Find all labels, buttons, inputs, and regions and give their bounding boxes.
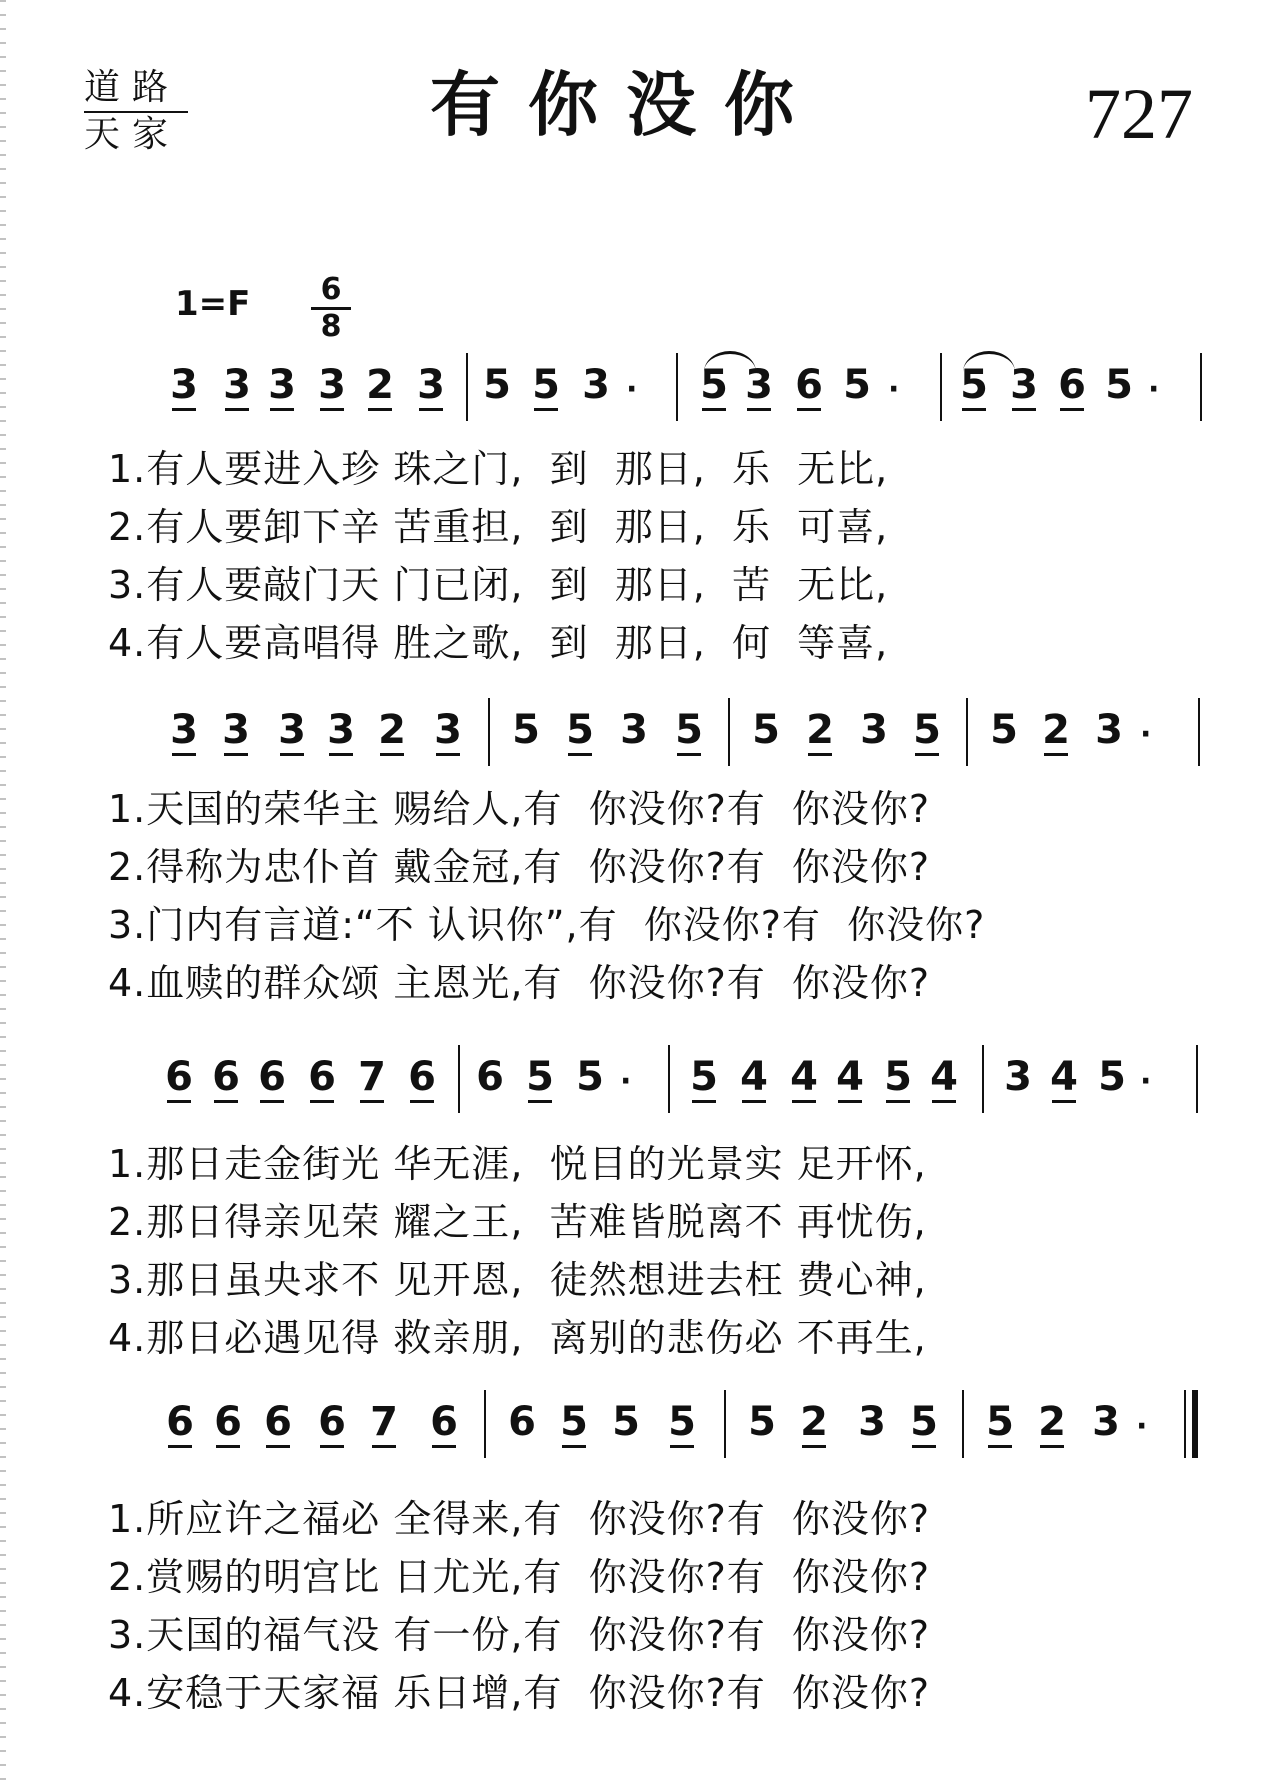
duration-dot: · bbox=[1140, 717, 1152, 752]
note: 2 bbox=[378, 707, 406, 753]
lyric-verse-2: 2.那日得亲见荣 耀之王, 苦难皆脱离不 再忧伤, bbox=[108, 1200, 927, 1244]
note: 5 bbox=[748, 1399, 776, 1445]
duration-dot: · bbox=[1148, 372, 1160, 407]
note: 3 bbox=[582, 362, 610, 408]
note: 2 bbox=[1042, 707, 1070, 753]
barline bbox=[940, 353, 942, 421]
note: 3 bbox=[1004, 1054, 1032, 1100]
barline bbox=[966, 698, 968, 766]
lyric-verse-1: 1.那日走金街光 华无涯, 悦目的光景实 足开怀, bbox=[108, 1142, 927, 1186]
final-barline-thick bbox=[1192, 1390, 1198, 1458]
lyric-verse-2: 2.得称为忠仆首 戴金冠,有 你没你?有 你没你? bbox=[108, 845, 931, 889]
barline bbox=[668, 1045, 670, 1113]
note: 5 bbox=[986, 1399, 1014, 1445]
note: 4 bbox=[790, 1054, 818, 1100]
barline bbox=[676, 353, 678, 421]
note: 6 bbox=[258, 1054, 286, 1100]
hymn-title: 有你没你 bbox=[430, 64, 822, 146]
note: 3 bbox=[434, 707, 462, 753]
lyric-verse-3: 3.那日虽央求不 见开恩, 徒然想进去枉 费心神, bbox=[108, 1258, 927, 1302]
duration-dot: · bbox=[1140, 1064, 1152, 1099]
note: 5 bbox=[576, 1054, 604, 1100]
note: 2 bbox=[1038, 1399, 1066, 1445]
barline bbox=[1200, 353, 1202, 421]
note: 6 bbox=[430, 1399, 458, 1445]
scan-edge-dots bbox=[0, 0, 6, 1791]
note: 5 bbox=[843, 362, 871, 408]
note: 5 bbox=[990, 707, 1018, 753]
time-signature-numerator: 6 bbox=[311, 275, 351, 310]
note: 5 bbox=[1105, 362, 1133, 408]
lyric-verse-4: 4.安稳于天家福 乐日增,有 你没你?有 你没你? bbox=[108, 1671, 931, 1715]
note: 4 bbox=[1050, 1054, 1078, 1100]
key-signature: 1=F bbox=[175, 284, 251, 324]
lyric-verse-1: 1.有人要进入珍 珠之门, 到 那日, 乐 无比, bbox=[108, 447, 889, 491]
note: 5 bbox=[884, 1054, 912, 1100]
note: 5 bbox=[612, 1399, 640, 1445]
barline bbox=[962, 1390, 964, 1458]
duration-dot: · bbox=[626, 372, 638, 407]
note: 5 bbox=[532, 362, 560, 408]
lyric-verse-2: 2.有人要卸下辛 苦重担, 到 那日, 乐 可喜, bbox=[108, 505, 889, 549]
note: 5 bbox=[566, 707, 594, 753]
barline bbox=[724, 1390, 726, 1458]
note: 2 bbox=[366, 362, 394, 408]
note: 7 bbox=[370, 1399, 398, 1445]
note: 3 bbox=[318, 362, 346, 408]
note: 5 bbox=[675, 707, 703, 753]
note: 6 bbox=[212, 1054, 240, 1100]
note: 5 bbox=[1098, 1054, 1126, 1100]
note: 3 bbox=[268, 362, 296, 408]
note: 6 bbox=[508, 1399, 536, 1445]
note: 2 bbox=[806, 707, 834, 753]
lyric-verse-2: 2.赏赐的明宫比 日尤光,有 你没你?有 你没你? bbox=[108, 1555, 931, 1599]
lyric-verse-1: 1.天国的荣华主 赐给人,有 你没你?有 你没你? bbox=[108, 787, 931, 831]
final-barline-thin bbox=[1184, 1390, 1186, 1458]
note: 6 bbox=[318, 1399, 346, 1445]
note: 6 bbox=[308, 1054, 336, 1100]
note: 5 bbox=[910, 1399, 938, 1445]
note: 5 bbox=[560, 1399, 588, 1445]
note: 5 bbox=[752, 707, 780, 753]
barline bbox=[458, 1045, 460, 1113]
note: 3 bbox=[860, 707, 888, 753]
note: 5 bbox=[512, 707, 540, 753]
barline bbox=[484, 1390, 486, 1458]
category-top: 道路 bbox=[84, 66, 188, 113]
hymn-number: 727 bbox=[1085, 74, 1193, 154]
note: 3 bbox=[620, 707, 648, 753]
lyric-verse-3: 3.有人要敲门天 门已闭, 到 那日, 苦 无比, bbox=[108, 563, 889, 607]
note: 5 bbox=[700, 362, 728, 408]
time-signature bbox=[311, 272, 351, 344]
category-label bbox=[84, 66, 188, 156]
note: 6 bbox=[1058, 362, 1086, 408]
notes-row-3 bbox=[0, 1045, 1280, 1113]
lyric-verse-4: 4.血赎的群众颂 主恩光,有 你没你?有 你没你? bbox=[108, 961, 931, 1005]
note: 4 bbox=[836, 1054, 864, 1100]
lyric-verse-4: 4.那日必遇见得 救亲朋, 离别的悲伤必 不再生, bbox=[108, 1316, 927, 1360]
lyric-verse-3: 3.门内有言道:“不 认识你”,有 你没你?有 你没你? bbox=[108, 903, 986, 947]
note: 3 bbox=[170, 362, 198, 408]
lyric-verse-4: 4.有人要高唱得 胜之歌, 到 那日, 何 等喜, bbox=[108, 621, 889, 665]
note: 6 bbox=[264, 1399, 292, 1445]
note: 5 bbox=[668, 1399, 696, 1445]
barline bbox=[466, 353, 468, 421]
note: 6 bbox=[165, 1054, 193, 1100]
note: 6 bbox=[166, 1399, 194, 1445]
lyric-verse-3: 3.天国的福气没 有一份,有 你没你?有 你没你? bbox=[108, 1613, 931, 1657]
note: 6 bbox=[476, 1054, 504, 1100]
time-signature-denominator: 8 bbox=[320, 309, 342, 344]
note: 6 bbox=[795, 362, 823, 408]
notes-row-2 bbox=[0, 698, 1280, 766]
notes-row-1 bbox=[0, 353, 1280, 421]
note: 4 bbox=[740, 1054, 768, 1100]
note: 3 bbox=[1092, 1399, 1120, 1445]
note: 3 bbox=[417, 362, 445, 408]
barline bbox=[488, 698, 490, 766]
note: 3 bbox=[327, 707, 355, 753]
duration-dot: · bbox=[620, 1064, 632, 1099]
note: 2 bbox=[800, 1399, 828, 1445]
note: 3 bbox=[278, 707, 306, 753]
duration-dot: · bbox=[1136, 1409, 1148, 1444]
barline bbox=[1198, 698, 1200, 766]
notes-row-4 bbox=[0, 1390, 1280, 1458]
note: 5 bbox=[483, 362, 511, 408]
barline bbox=[1196, 1045, 1198, 1113]
note: 5 bbox=[526, 1054, 554, 1100]
barline bbox=[728, 698, 730, 766]
note: 7 bbox=[358, 1054, 386, 1100]
note: 5 bbox=[960, 362, 988, 408]
note: 4 bbox=[930, 1054, 958, 1100]
note: 6 bbox=[214, 1399, 242, 1445]
note: 5 bbox=[913, 707, 941, 753]
note: 3 bbox=[222, 707, 250, 753]
note: 5 bbox=[690, 1054, 718, 1100]
note: 3 bbox=[223, 362, 251, 408]
duration-dot: · bbox=[888, 372, 900, 407]
note: 3 bbox=[170, 707, 198, 753]
note: 3 bbox=[1095, 707, 1123, 753]
category-bottom: 天家 bbox=[84, 114, 181, 156]
note: 3 bbox=[858, 1399, 886, 1445]
note: 6 bbox=[408, 1054, 436, 1100]
note: 3 bbox=[745, 362, 773, 408]
barline bbox=[982, 1045, 984, 1113]
note: 3 bbox=[1010, 362, 1038, 408]
lyric-verse-1: 1.所应许之福必 全得来,有 你没你?有 你没你? bbox=[108, 1497, 931, 1541]
